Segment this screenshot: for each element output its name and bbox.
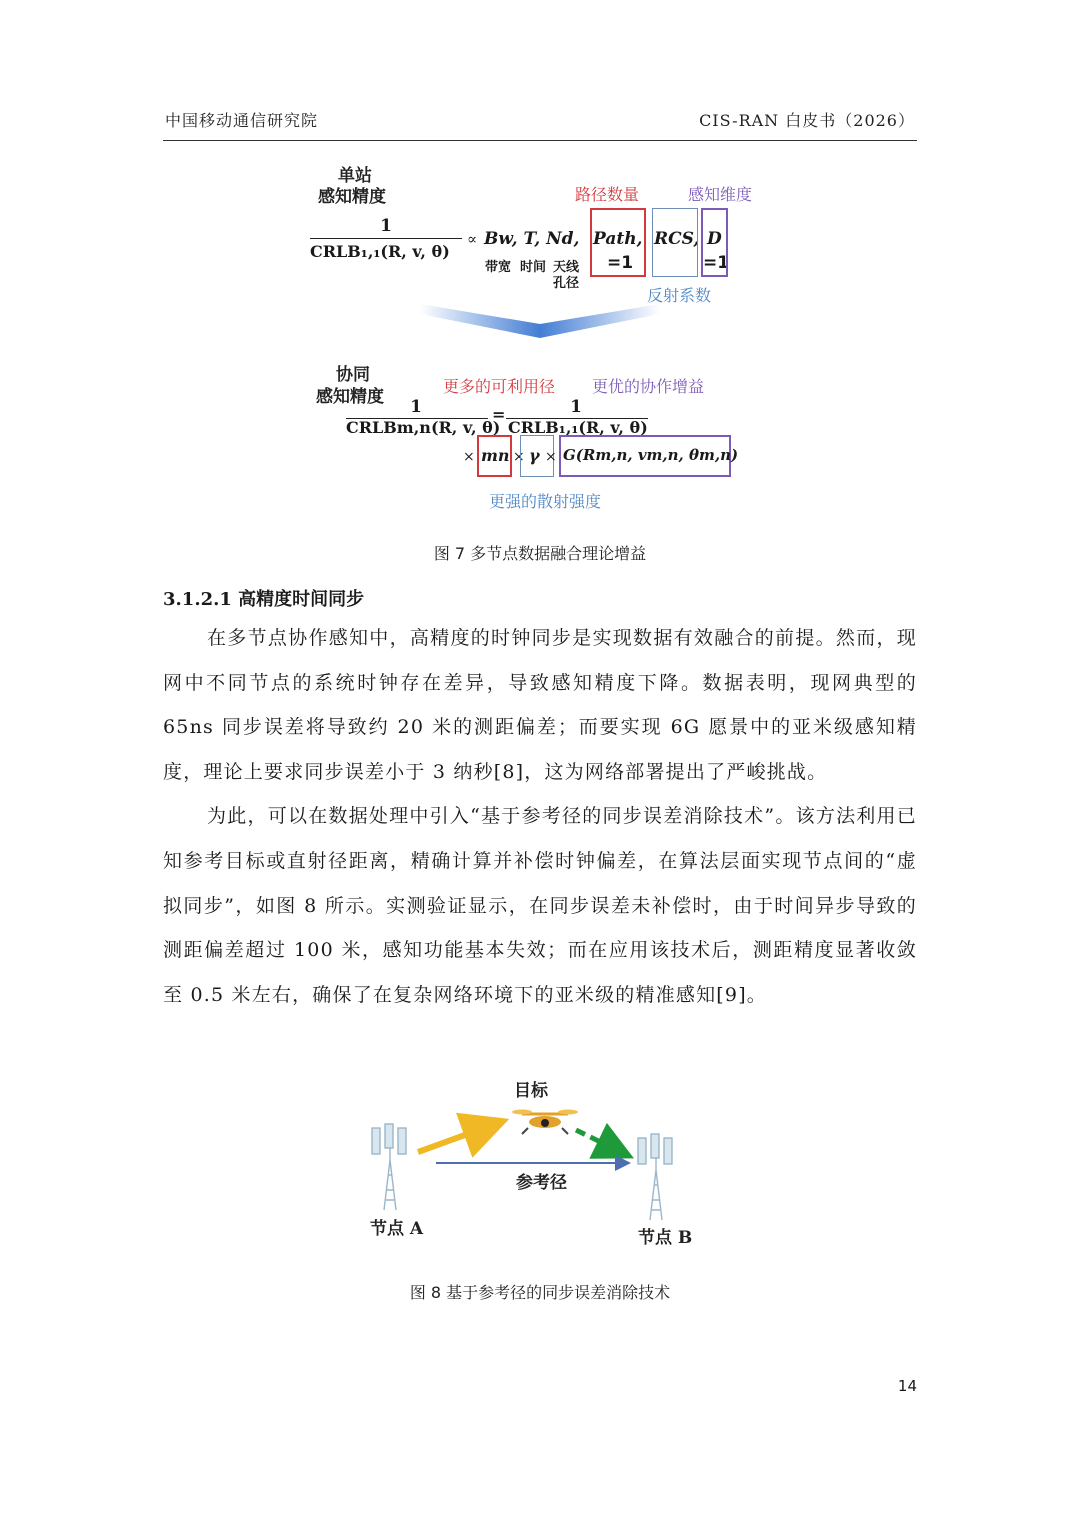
rcs-box (652, 208, 698, 277)
dim-text: D (707, 229, 722, 249)
note-path-count: 路径数量 (575, 185, 640, 204)
params-text: Bw, T, Nd, (484, 229, 580, 249)
figure-8-caption: 图 8 基于参考径的同步误差消除技术 (409, 1283, 671, 1302)
times-1: × (463, 449, 475, 465)
header-right: CIS-RAN 白皮书（2026） (699, 111, 915, 130)
arrow-target-to-b (576, 1130, 625, 1154)
section-title: 3.1.2.1 高精度时间同步 (163, 589, 365, 610)
coop-numerator-right: 1 (570, 397, 582, 417)
ref-path-label: 参考径 (516, 1173, 567, 1193)
note-sensing-dim: 感知维度 (688, 185, 753, 204)
times-2: × (513, 449, 525, 465)
tower-b-icon (638, 1134, 672, 1220)
coop-numerator-left: 1 (410, 397, 422, 417)
note-scatter: 更强的散射强度 (489, 492, 602, 511)
times-3: × (545, 449, 557, 465)
single-crlb: CRLB₁,₁(R, v, θ) (310, 242, 450, 261)
dim-box (701, 208, 728, 277)
paragraph-2: 为此，可以在数据处理中引入“基于参考径的同步误差消除技术”。该方法利用已知参考目标或直射径距离，精确计算并补偿时钟偏差，在算法层面实现节点间的“虚拟同步”，如图 8 所示。实测验证显示，在同步误差未补偿时，由于时间异步导致的测距偏差超过 100 米，感知功能基本失效；而在应用该技术后，测距精度显著收敛至 0.5 米左右，确保了在复杂网络环境下的亚米级的精准感知[9]。 (163, 805, 917, 1006)
rcs-text: RCS, (654, 229, 700, 249)
bw-label: 带宽 (485, 260, 512, 275)
figure-7-caption: 图 7 多节点数据融合理论增益 (433, 544, 647, 563)
propto-symbol: ∝ (467, 230, 478, 248)
time-label: 时间 (520, 260, 547, 275)
note-reflect: 反射系数 (647, 286, 712, 305)
path-eq: =1 (607, 253, 634, 273)
gamma-text: γ (529, 446, 540, 465)
path-text: Path, (593, 229, 643, 249)
coop-crlb-11: CRLB₁,₁(R, v, θ) (508, 418, 648, 437)
body-text (163, 616, 917, 1017)
antenna-label-2: 孔径 (553, 276, 580, 291)
arrow-a-to-target (418, 1123, 498, 1152)
single-label-1: 单站 (338, 166, 372, 186)
antenna-label-1: 天线 (553, 260, 580, 275)
g-term: G(Rm,n, vm,n, θm,n) (563, 446, 739, 464)
note-more-paths: 更多的可利用径 (443, 377, 556, 396)
single-label-2: 感知精度 (318, 187, 386, 207)
node-b-label: 节点 B (638, 1228, 693, 1248)
transition-arrow (420, 300, 660, 342)
drone-icon (512, 1110, 578, 1135)
single-fraction-bar (310, 238, 462, 239)
page-number: 14 (897, 1377, 917, 1395)
coop-crlb-mn: CRLBm,n(R, v, θ) (346, 418, 501, 437)
paragraph-1: 在多节点协作感知中，高精度的时钟同步是实现数据有效融合的前提。然而，现网中不同节点的系统时钟存在差异，导致感知精度下降。数据表明，现网典型的 65ns 同步误差将导致约 20 米的测距偏差；而要实现 6G 愿景中的亚米级感知精度，理论上要求同步误差小于 3 纳秒[8]，这为网络部署提出了严峻挑战。 (163, 627, 917, 783)
coop-label-2: 感知精度 (316, 387, 384, 407)
single-numerator: 1 (380, 216, 392, 236)
note-better-gain: 更优的协作增益 (592, 377, 705, 396)
coop-label-1: 协同 (336, 365, 370, 385)
target-label: 目标 (514, 1081, 548, 1101)
path-box (590, 208, 646, 277)
equals-symbol: = (492, 405, 506, 424)
header-left: 中国移动通信研究院 (165, 111, 319, 130)
tower-a-icon (372, 1124, 406, 1210)
mn-text: mn (481, 446, 510, 465)
header-divider (163, 140, 917, 141)
node-a-label: 节点 A (370, 1219, 424, 1239)
dim-eq: =1 (703, 253, 730, 273)
